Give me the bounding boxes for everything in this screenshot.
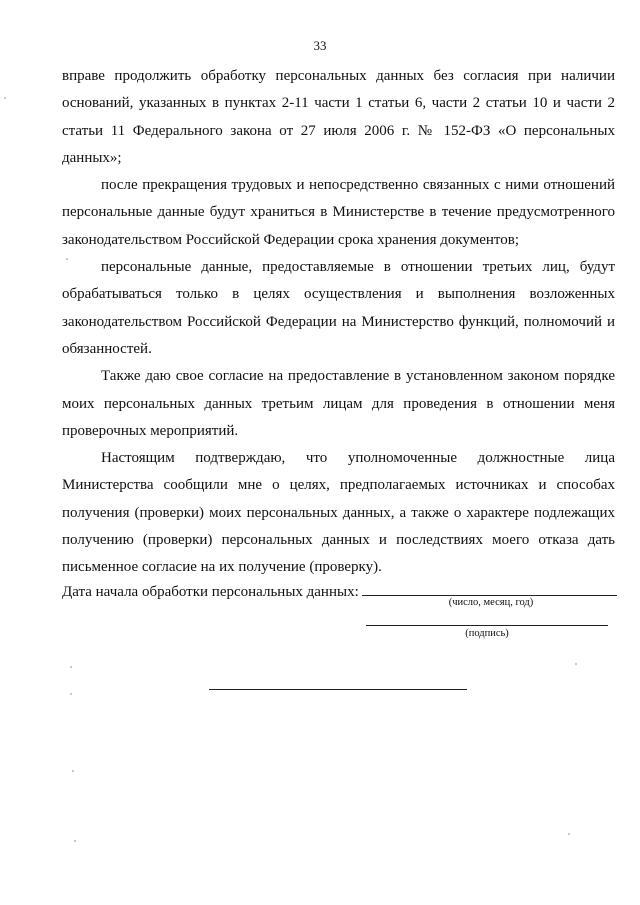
name-line bbox=[209, 689, 467, 690]
paragraph-storage-period: после прекращения трудовых и непосредственно связанных с ними отношений персональные данные будут храниться в Министерстве в течение предусмотренного законодательством Российской Федерации срока хранения документов; bbox=[62, 177, 615, 248]
paragraph-processing-rights: вправе продолжить обработку персональных данных без согласия при наличии оснований, указанных в пунктах 2-11 части 1 статьи 6, части 2 статьи 10 и части 2 статьи 11 Федерального закона от 27 июля 2006 г. № 152-ФЗ «О персональных данных»; bbox=[62, 68, 615, 166]
processing-start-date-line bbox=[362, 579, 617, 596]
signature-line bbox=[366, 625, 608, 626]
page-number: 33 bbox=[313, 38, 327, 53]
scan-speck bbox=[72, 770, 74, 772]
scan-speck bbox=[70, 693, 72, 695]
paragraph-confirmation: Настоящим подтверждаю, что уполномоченные должностные лица Министерства сообщили мне о целях, предполагаемых источниках и способах получения (проверки) моих персональных данных, а также о характере подлежащих получению (проверки) персональных данных и последствиях моего отказа дать письменное согласие на их получение (проверку). bbox=[62, 450, 615, 576]
signature-caption: (подпись) bbox=[465, 628, 509, 639]
date-caption: (число, месяц, год) bbox=[448, 597, 534, 608]
paragraph-third-party-data: персональные данные, предоставляемые в отношении третьих лиц, будут обрабатываться только в целях осуществления и выполнения возложенных законодательством Российской Федерации на Министерство функций, полномочий и обязанностей. bbox=[62, 259, 615, 357]
document-body bbox=[62, 63, 615, 582]
scan-speck bbox=[568, 833, 570, 835]
scan-speck bbox=[70, 666, 72, 668]
processing-start-date-label: Дата начала обработки персональных данных: bbox=[62, 584, 359, 600]
scan-speck bbox=[66, 258, 68, 260]
scan-speck bbox=[74, 840, 76, 842]
scan-speck bbox=[575, 663, 577, 665]
paragraph-third-party-consent: Также даю свое согласие на предоставление в установленном законом порядке моих персональных данных третьим лицам для проведения в отношении меня проверочных мероприятий. bbox=[62, 368, 615, 439]
scan-speck bbox=[4, 97, 6, 99]
